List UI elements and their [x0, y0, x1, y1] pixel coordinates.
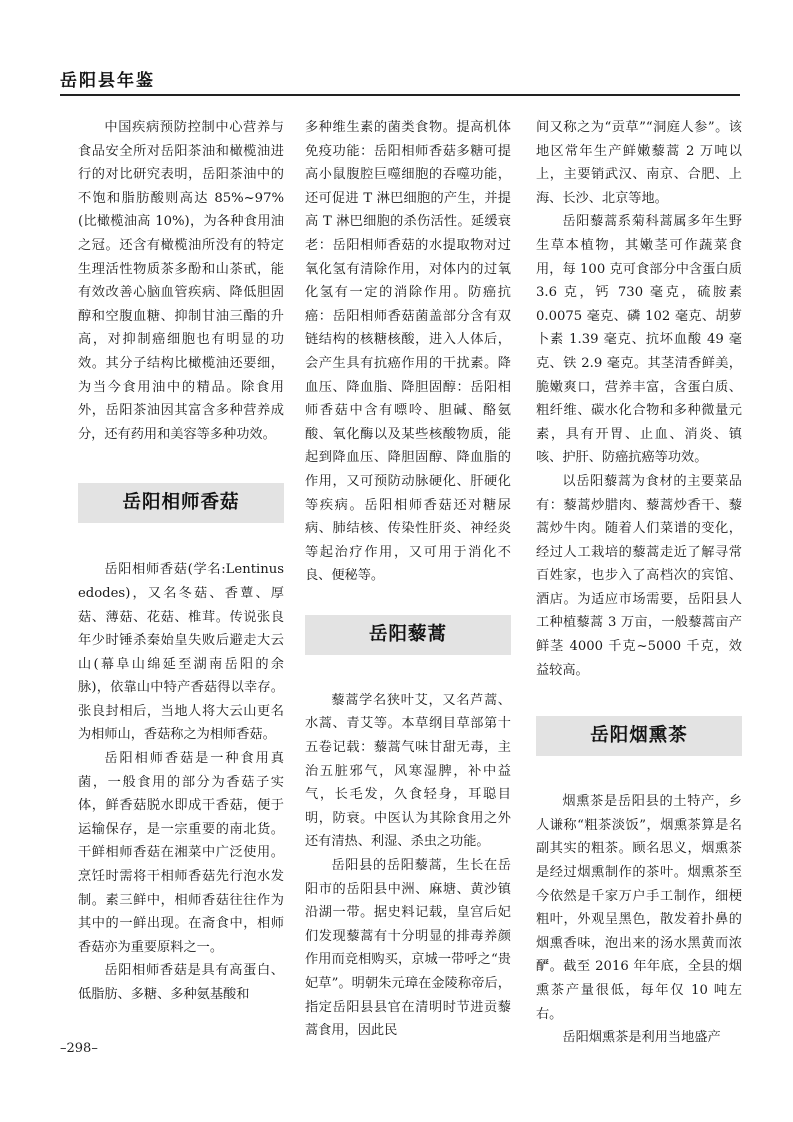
paragraph: 岳阳县的岳阳藜蒿，生长在岳阳市的岳阳县中洲、麻塘、黄沙镇沿湖一带。据史料记载，皇宫后妃们发现藜蒿有十分明显的排毒养颜作用而竞相购买，京城一带呼之“贵妃草”。明朝朱元璋在金陵称帝后，指定岳阳县县官在清明时节进贡藜蒿食用，因此民: [305, 858, 511, 1039]
paragraph: 中国疾病预防控制中心营养与食品安全所对岳阳茶油和橄榄油进行的对比研究表明，岳阳茶油中的不饱和脂肪酸则高达 85%~97%(比橄榄油高 10%)，为各种食用油之冠。还含有橄榄油所没有的特定生理活性物质茶多酚和山茶甙，能有效改善心脑血管疾病、降低胆固醇和空腹血糖、抑制甘油三酯的升高，对抑制癌细胞也有明显的功效。其分子结构比橄榄油还要细，为当今食用油中的精品。除食用外，岳阳茶油因其富含多种营养成分，还有药用和美容等多种功效。: [78, 120, 284, 442]
paragraph: 岳阳相师香菇是一种食用真菌，一般食用的部分为香菇子实体，鲜香菇脱水即成干香菇，便于运输保存，是一宗重要的南北货。干鲜相师香菇在湘菜中广泛使用。烹饪时需将干相师香菇先行泡水发制。素三鲜中，相师香菇往往作为其中的一鲜出现。在斋食中，相师香菇亦为重要原料之一。: [78, 751, 284, 955]
header-rule: [60, 94, 740, 96]
paragraph: 以岳阳藜蒿为食材的主要菜品有：藜蒿炒腊肉、藜蒿炒香干、藜蒿炒牛肉。随着人们菜谱的变化，经过人工栽培的藜蒿走近了解寻常百姓家，也步入了高档次的宾馆、酒店。为适应市场需要，岳阳县人工种植藜蒿 3 万亩，一般藜蒿亩产鲜茎 4000 千克~5000 千克，效益较高。: [536, 473, 742, 678]
column-1: [78, 116, 284, 1007]
paragraph: 间又称之为“贡草”“洞庭人参”。该地区常年生产鲜嫩藜蒿 2 万吨以上，主要销武汉、南京、合肥、上海、长沙、北京等地。: [536, 120, 742, 206]
yearbook-running-header: 岳阳县年鉴: [60, 71, 155, 91]
section-heading-xiangshi-mushroom: 岳阳相师香菇: [78, 483, 284, 523]
column-2: [305, 116, 511, 1043]
section-heading-artemisia: 岳阳藜蒿: [305, 615, 511, 655]
section-heading-smoked-tea: 岳阳烟熏茶: [536, 716, 742, 756]
paragraph: 岳阳藜蒿系菊科蒿属多年生野生草本植物，其嫩茎可作蔬菜食用，每 100 克可食部分中含蛋白质 3.6 克，钙 730 毫克，硫胺素 0.0075 毫克、磷 102 毫克、胡萝卜素 1.39 毫克、抗坏血酸 49 毫克、铁 2.9 毫克。其茎清香鲜美，脆嫩爽口，营养丰富，含蛋白质、粗纤维、碳水化合物和多种微量元素，具有开胃、止血、消炎、镇咳、护肝、防癌抗癌等功效。: [536, 214, 742, 466]
paragraph: 多种维生素的菌类食物。提高机体免疫功能：岳阳相师香菇多糖可提高小鼠腹腔巨噬细胞的吞噬功能，还可促进 T 淋巴细胞的产生，并提高 T 淋巴细胞的杀伤活性。延缓衰老：岳阳相师香菇的水提取物对过氧化氢有清除作用，对体内的过氧化氢有一定的消除作用。防癌抗癌：岳阳相师香菇菌盖部分含有双链结构的核糖核酸，进入人体后，会产生具有抗癌作用的干扰素。降血压、降血脂、降胆固醇：岳阳相师香菇中含有嘌呤、胆碱、酪氨酸、氧化酶以及某些核酸物质，能起到降血压、降胆固醇、降血脂的作用，又可预防动脉硬化、肝硬化等疾病。岳阳相师香菇还对糖尿病、肺结核、传染性肝炎、神经炎等起治疗作用，又可用于消化不良、便秘等。: [305, 120, 511, 584]
paragraph: 烟熏茶是岳阳县的土特产，乡人谦称“粗茶淡饭”，烟熏茶算是名副其实的粗茶。顾名思义，烟熏茶是经过烟熏制作的茶叶。烟熏茶至今依然是千家万户手工制作，细梗粗叶，外观呈黑色，散发着扑鼻的烟熏香味，泡出来的汤水黑黄而浓酽。截至 2016 年年底，全县的烟熏茶产量很低，每年仅 10 吨左右。: [536, 794, 742, 1022]
paragraph: 藜蒿学名狭叶艾，又名芦蒿、水蒿、青艾等。本草纲目草部第十五卷记载：藜蒿气味甘甜无毒，主治五脏邪气，风寒湿脾，补中益气，长毛发，久食轻身，耳聪目明，防衰。中医认为其除食用之外还有清热、利湿、杀虫之功能。: [305, 692, 511, 850]
paragraph: 岳阳相师香菇是具有高蛋白、低脂肪、多糖、多种氨基酸和: [78, 963, 284, 1002]
page-number: –298–: [60, 1041, 98, 1056]
paragraph: 岳阳相师香菇(学名:Lentinus edodes)，又名冬菇、香蕈、厚菇、薄菇、花菇、椎茸。传说张良年少时锤杀秦始皇失败后避走大云山(幕阜山绵延至湖南岳阳的余脉)，依靠山中特产香菇得以幸存。张良封相后，当地人将大云山更名为相师山，香菇称之为相师香菇。: [78, 562, 284, 743]
paragraph: 岳阳烟熏茶是利用当地盛产: [562, 1030, 721, 1046]
column-3: [536, 116, 742, 1050]
